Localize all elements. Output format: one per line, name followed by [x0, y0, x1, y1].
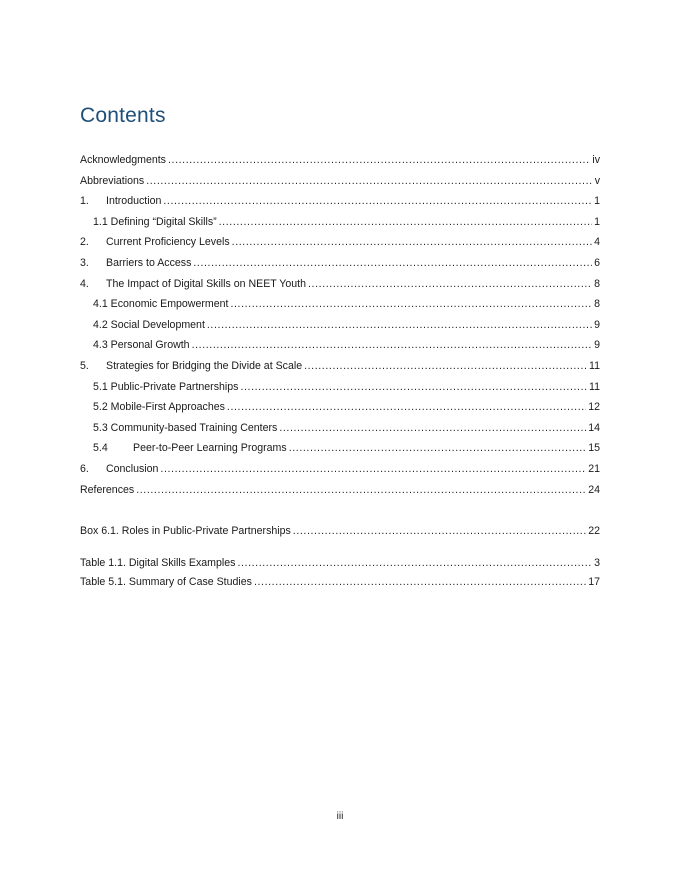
toc-entry-label: The Impact of Digital Skills on NEET Youth — [106, 277, 307, 290]
toc-entry-label: Acknowledgments — [80, 154, 166, 166]
table-entry-case-studies[interactable] — [80, 573, 600, 592]
toc-entry-number: 4. — [80, 277, 89, 290]
page-number: iii — [336, 811, 344, 822]
dot-leader — [237, 554, 592, 573]
dot-leader — [240, 377, 587, 398]
toc-entry-personal-growth[interactable] — [80, 335, 600, 356]
toc-entry-label: References — [80, 483, 135, 496]
dot-leader — [227, 397, 586, 418]
box-entry-roles-ppp[interactable] — [80, 521, 600, 542]
dot-leader — [308, 274, 592, 295]
toc-entry-acknowledgments[interactable] — [80, 150, 600, 171]
list-of-tables — [80, 554, 600, 591]
toc-entry-page: 9 — [594, 318, 600, 331]
toc-entry-public-private-partnerships[interactable] — [80, 377, 600, 398]
toc-entry-label: Barriers to Access — [106, 256, 192, 269]
dot-leader — [207, 315, 592, 336]
dot-leader — [168, 150, 590, 171]
toc-entry-number: 6. — [80, 462, 89, 475]
toc-entry-page: 1 — [594, 195, 600, 208]
table-entry-digital-skills-examples[interactable] — [80, 554, 600, 573]
toc-entry-number: 1. — [80, 195, 89, 208]
toc-entry-label: 5.1 Public-Private Partnerships — [93, 380, 239, 393]
toc-entry-label: Abbreviations — [80, 174, 145, 187]
toc-entry-label: Conclusion — [106, 462, 159, 475]
toc-entry-page: 14 — [588, 421, 600, 434]
toc-entry-page: 4 — [594, 236, 600, 249]
table-entry-label: Table 5.1. Summary of Case Studies — [80, 575, 252, 588]
toc-entry-barriers-to-access[interactable] — [80, 253, 600, 274]
toc-entry-conclusion[interactable] — [80, 459, 600, 480]
toc-entry-label: 5.2 Mobile-First Approaches — [93, 401, 225, 414]
dot-leader — [293, 521, 586, 542]
toc-entry-references[interactable] — [80, 480, 600, 501]
dot-leader — [232, 232, 592, 253]
toc-entry-label: 4.3 Personal Growth — [93, 339, 190, 352]
page-title: Contents — [80, 104, 166, 127]
toc-entry-social-development[interactable] — [80, 315, 600, 336]
toc-entry-current-proficiency-levels[interactable] — [80, 232, 600, 253]
toc-entry-page: 9 — [594, 339, 600, 352]
toc-entry-label: 4.1 Economic Empowerment — [93, 298, 229, 311]
dot-leader — [279, 418, 586, 439]
dot-leader — [163, 191, 592, 212]
toc-entry-page: iv — [592, 154, 600, 166]
dot-leader — [230, 294, 592, 315]
list-of-boxes — [80, 521, 600, 542]
table-entry-label: Table 1.1. Digital Skills Examples — [80, 557, 236, 569]
dot-leader — [304, 356, 587, 377]
dot-leader — [160, 459, 586, 480]
toc-entry-impact-neet-youth[interactable] — [80, 274, 600, 295]
dot-leader — [136, 480, 586, 501]
dot-leader — [254, 573, 586, 592]
toc-entry-mobile-first[interactable] — [80, 397, 600, 418]
toc-entry-page: 6 — [594, 256, 600, 269]
toc-entry-page: v — [594, 174, 600, 187]
toc-entry-page: 21 — [588, 462, 600, 475]
toc-entry-defining-digital-skills[interactable] — [80, 212, 600, 233]
box-entry-page: 22 — [588, 525, 600, 537]
table-entry-page: 3 — [594, 557, 600, 569]
dot-leader — [146, 171, 593, 192]
dot-leader — [193, 253, 592, 274]
toc-entry-label: Peer-to-Peer Learning Programs — [133, 442, 287, 455]
toc-entry-label: 5.3 Community-based Training Centers — [93, 421, 278, 434]
toc-entry-page: 11 — [589, 380, 600, 393]
toc-entry-label: 4.2 Social Development — [93, 318, 205, 331]
toc-entry-number: 2. — [80, 236, 89, 249]
table-entry-page: 17 — [588, 575, 600, 588]
toc-entry-peer-learning[interactable] — [80, 438, 600, 459]
toc-entry-label: Introduction — [106, 195, 162, 208]
toc-entry-economic-empowerment[interactable] — [80, 294, 600, 315]
toc-entry-page: 1 — [594, 215, 600, 228]
toc-entry-label: 1.1 Defining “Digital Skills” — [93, 215, 217, 228]
toc-entry-page: 15 — [588, 442, 600, 455]
toc-entry-page: 11 — [589, 359, 600, 372]
toc-entry-number: 5.4 — [93, 442, 108, 455]
toc-entry-page: 12 — [588, 401, 600, 414]
toc-entry-community-training-centers[interactable] — [80, 418, 600, 439]
box-entry-label: Box 6.1. Roles in Public-Private Partnerships — [80, 525, 291, 537]
toc-entry-number: 3. — [80, 256, 89, 269]
toc-entry-number: 5. — [80, 359, 89, 372]
table-of-contents — [80, 150, 600, 500]
toc-entry-abbreviations[interactable] — [80, 171, 600, 192]
dot-leader — [219, 212, 592, 233]
toc-entry-strategies[interactable] — [80, 356, 600, 377]
toc-entry-label: Current Proficiency Levels — [106, 236, 230, 249]
dot-leader — [289, 438, 587, 459]
toc-entry-page: 24 — [588, 483, 600, 496]
toc-entry-page: 8 — [594, 298, 600, 311]
toc-entry-introduction[interactable] — [80, 191, 600, 212]
dot-leader — [192, 335, 593, 356]
toc-entry-page: 8 — [594, 277, 600, 290]
toc-entry-label: Strategies for Bridging the Divide at Scale — [106, 359, 303, 372]
